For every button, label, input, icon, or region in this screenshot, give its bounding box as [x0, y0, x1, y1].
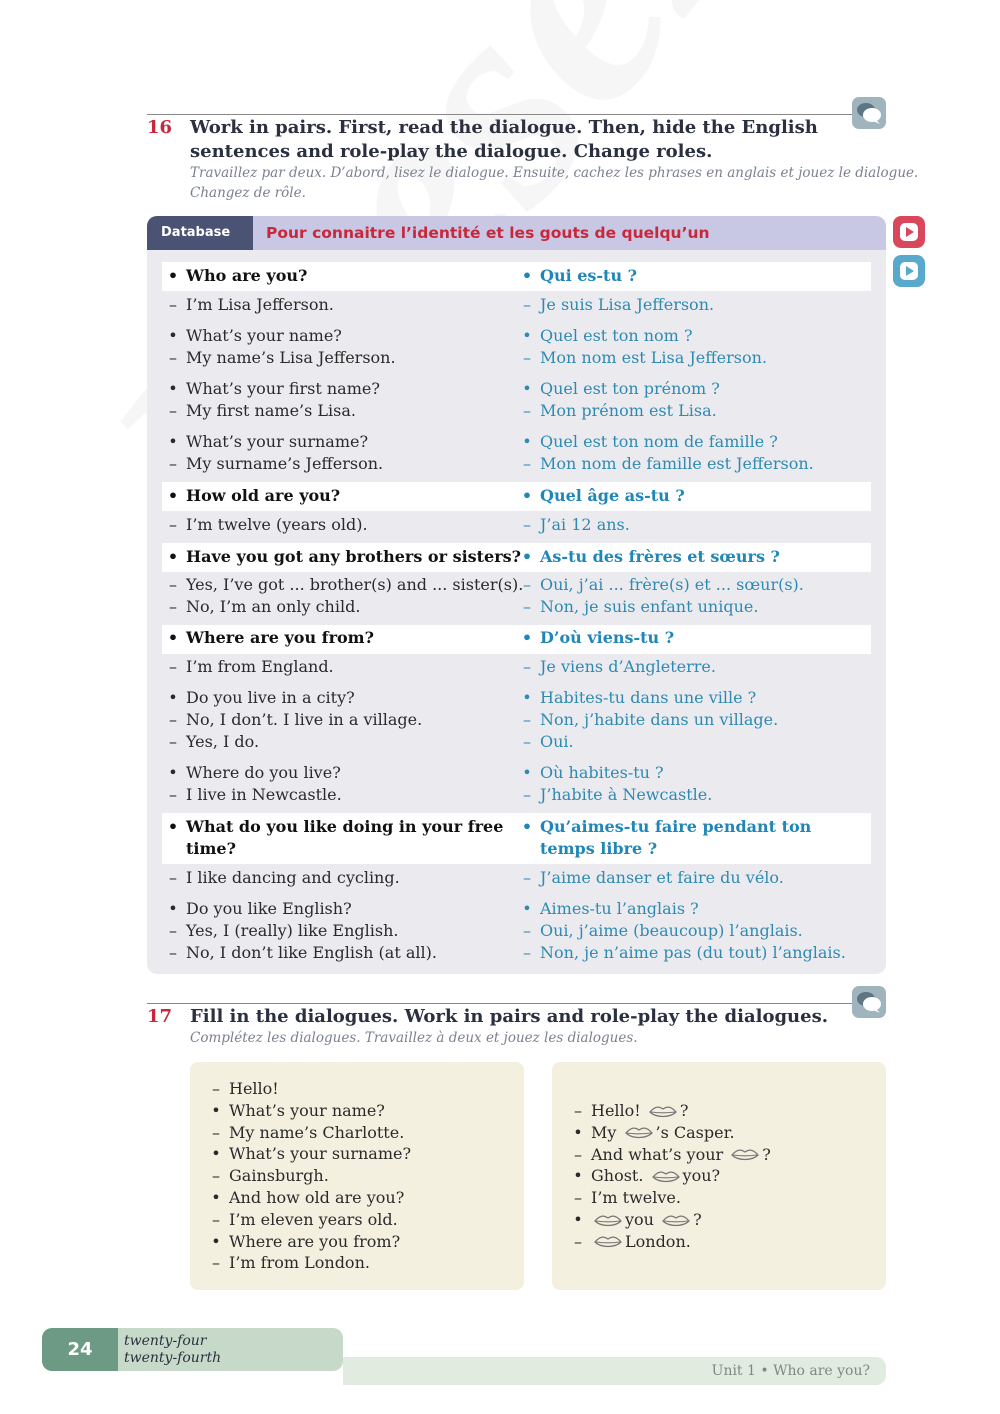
line-marker: • — [522, 688, 532, 707]
line-marker: – — [169, 921, 177, 940]
line-marker: • — [573, 1210, 583, 1229]
line-text: ? — [762, 1144, 771, 1164]
line-marker: – — [169, 597, 177, 616]
database-line-en — [167, 816, 504, 838]
dialogue-left-line — [211, 1187, 405, 1209]
line-marker: – — [523, 295, 531, 314]
dialogue-left-line — [212, 1165, 329, 1187]
database-line-fr — [522, 431, 778, 453]
database-line-en — [168, 687, 355, 709]
line-text: I’m from England. — [186, 657, 334, 676]
line-marker: • — [573, 1166, 583, 1186]
line-marker: – — [212, 1253, 220, 1273]
line-marker: • — [573, 1122, 583, 1142]
database-line-fr — [522, 378, 720, 400]
database-line-fr — [523, 656, 716, 678]
line-text: Ghost. — [591, 1166, 644, 1186]
line-text: What’s your surname? — [229, 1144, 412, 1164]
dialogue-right-line — [574, 1100, 689, 1122]
line-marker: – — [523, 732, 531, 751]
line-text: My first name’s Lisa. — [186, 401, 356, 420]
line-marker: • — [168, 763, 178, 782]
database-line-en — [169, 709, 423, 731]
database-line-en — [169, 453, 384, 475]
line-text: What do you like doing in your free — [186, 817, 504, 836]
line-marker: – — [212, 1166, 220, 1186]
exercise-17-number: 17 — [147, 1006, 173, 1027]
line-text: ’s Casper. — [655, 1122, 735, 1142]
lips-icon — [651, 1170, 681, 1184]
line-text: Yes, I do. — [186, 732, 260, 751]
line-text: D’où viens-tu ? — [540, 628, 675, 647]
line-marker: • — [211, 1188, 221, 1207]
exercise-16-title-line1: Work in pairs. First, read the dialogue. Then, hide the English — [190, 117, 818, 138]
line-text: No, I’m an only child. — [186, 597, 361, 616]
line-text: And what’s your — [591, 1144, 724, 1164]
dialogue-left-line — [211, 1100, 385, 1122]
exercise-17-rule — [147, 1003, 853, 1004]
line-marker: • — [521, 266, 533, 285]
line-marker: – — [523, 785, 531, 804]
line-marker: • — [522, 432, 532, 451]
page-number-cardinal: twenty-four — [124, 1333, 207, 1349]
line-text: London. — [625, 1231, 691, 1251]
line-marker: – — [574, 1231, 582, 1251]
line-text: Non, j’habite dans un village. — [540, 710, 779, 729]
line-text: Gainsburgh. — [229, 1166, 329, 1186]
database-line-en — [169, 514, 368, 536]
dialogue-right-line — [573, 1209, 702, 1231]
line-marker: • — [167, 266, 179, 285]
line-text: Aimes-tu l’anglais ? — [540, 899, 699, 918]
line-marker: • — [521, 486, 533, 505]
line-marker: – — [169, 710, 177, 729]
line-marker: – — [169, 401, 177, 420]
dialogue-right-line — [574, 1144, 771, 1166]
line-text: ? — [679, 1101, 689, 1120]
database-line-fr — [523, 574, 804, 596]
dialogue-left-line — [212, 1209, 398, 1231]
database-line-en — [168, 378, 380, 400]
line-marker: – — [169, 295, 177, 314]
line-text: Qu’aimes-tu faire pendant ton — [540, 817, 812, 836]
database-line-fr — [523, 347, 767, 369]
database-line-fr — [540, 838, 657, 860]
line-marker: • — [167, 628, 179, 647]
line-marker: • — [521, 628, 533, 647]
line-marker: – — [523, 921, 531, 940]
play-icon — [899, 222, 919, 242]
line-marker: – — [212, 1122, 220, 1142]
dialogue-right-line — [574, 1187, 681, 1209]
line-text: Quel âge as-tu ? — [540, 486, 685, 505]
line-marker: – — [169, 454, 177, 473]
line-text: Quel est ton nom ? — [540, 326, 693, 345]
dialogue-right-line — [573, 1165, 721, 1187]
lips-icon — [593, 1214, 623, 1228]
line-text: J’aime danser et faire du vélo. — [540, 868, 784, 887]
exercise-16-subtitle-line2: Changez de rôle. — [190, 185, 306, 201]
line-marker: – — [169, 732, 177, 751]
database-line-fr — [523, 709, 779, 731]
database-line-fr — [523, 400, 717, 422]
line-marker: • — [167, 547, 179, 566]
line-text: Yes, I’ve got ... brother(s) and ... sister(s). — [186, 575, 524, 594]
database-line-en — [186, 838, 236, 860]
database-line-fr — [522, 762, 664, 784]
line-text: My name’s Charlotte. — [229, 1122, 405, 1142]
database-line-en — [168, 898, 352, 920]
dialogue-right-line — [573, 1122, 735, 1144]
lips-icon — [593, 1235, 623, 1249]
database-line-en — [169, 867, 400, 889]
line-marker: – — [574, 1144, 582, 1164]
line-text: J’habite à Newcastle. — [540, 785, 713, 804]
line-marker: – — [523, 597, 531, 616]
line-marker: • — [168, 326, 178, 345]
page-number-ordinal: twenty-fourth — [124, 1350, 222, 1366]
database-line-fr — [523, 453, 814, 475]
line-marker: – — [523, 657, 531, 676]
line-text: And how old are you? — [229, 1188, 405, 1207]
line-text: Where are you from? — [229, 1231, 401, 1251]
line-marker: • — [522, 326, 532, 345]
lips-icon — [730, 1148, 760, 1162]
line-text: temps libre ? — [540, 839, 658, 858]
database-line-en — [167, 265, 308, 287]
dialogue-left-line — [211, 1143, 412, 1165]
line-text: I’m twelve. — [591, 1188, 681, 1208]
database-line-fr — [521, 627, 675, 649]
line-text: Je viens d’Angleterre. — [540, 657, 716, 676]
line-marker: • — [521, 547, 533, 566]
exercise-16-title-line2: sentences and role-play the dialogue. Change roles. — [190, 141, 713, 162]
line-marker: • — [167, 486, 179, 505]
line-text: Oui, j’ai ... frère(s) et ... sœur(s). — [540, 575, 804, 594]
line-text: Do you live in a city? — [186, 688, 355, 707]
database-line-fr — [521, 485, 685, 507]
line-marker: • — [168, 432, 178, 451]
database-line-en — [169, 942, 437, 964]
line-marker: – — [212, 1209, 220, 1229]
line-text: What’s your surname? — [186, 432, 369, 451]
speech-bubbles-icon — [852, 986, 886, 1018]
database-line-fr — [522, 687, 757, 709]
lips-icon — [624, 1126, 654, 1140]
database-title: Pour connaitre l’identité et les gouts de quelqu’un — [266, 224, 710, 242]
line-marker: – — [523, 454, 531, 473]
database-line-fr — [522, 898, 699, 920]
line-text: Je suis Lisa Jefferson. — [540, 295, 715, 314]
database-line-fr — [523, 294, 715, 316]
database-line-en — [169, 294, 334, 316]
line-text: Quel est ton prénom ? — [540, 379, 720, 398]
line-text: you — [625, 1210, 654, 1229]
line-marker: – — [523, 710, 531, 729]
dialogue-left-line — [212, 1122, 405, 1144]
line-text: Where do you live? — [186, 763, 341, 782]
play-icon — [899, 261, 919, 281]
line-marker: • — [211, 1144, 221, 1164]
dialogue-left-line — [211, 1231, 401, 1253]
line-text: No, I don’t like English (at all). — [186, 943, 437, 962]
database-line-fr — [521, 546, 780, 568]
database-line-en — [169, 347, 396, 369]
database-line-en — [169, 596, 361, 618]
line-marker: – — [169, 348, 177, 367]
database-line-fr — [523, 784, 713, 806]
database-line-en — [169, 784, 342, 806]
line-text: As-tu des frères et sœurs ? — [540, 547, 780, 566]
line-text: No, I don’t. I live in a village. — [186, 710, 423, 729]
line-marker: – — [169, 943, 177, 962]
line-marker: – — [523, 575, 531, 594]
line-marker: – — [169, 657, 177, 676]
line-text: I live in Newcastle. — [186, 785, 342, 804]
video-play-button[interactable] — [893, 255, 925, 287]
database-line-en — [167, 546, 522, 568]
line-marker: – — [574, 1101, 582, 1120]
line-marker: • — [168, 379, 178, 398]
line-marker: • — [167, 817, 179, 836]
line-text: My surname’s Jefferson. — [186, 454, 384, 473]
line-text: Hello! — [229, 1079, 279, 1098]
line-text: What’s your name? — [229, 1100, 385, 1120]
line-text: Have you got any brothers or sisters? — [186, 547, 522, 566]
line-text: Yes, I (really) like English. — [186, 921, 399, 940]
line-marker: • — [521, 817, 533, 836]
line-text: you? — [682, 1166, 721, 1186]
database-line-en — [169, 731, 260, 753]
speech-bubbles-icon — [852, 97, 886, 129]
database-line-en — [169, 920, 399, 942]
line-text: time? — [186, 839, 236, 858]
database-line-fr — [521, 816, 812, 838]
line-text: Mon nom est Lisa Jefferson. — [540, 348, 767, 367]
database-line-fr — [523, 514, 630, 536]
line-marker: • — [168, 899, 178, 918]
exercise-16-subtitle-line1: Travaillez par deux. D’abord, lisez le dialogue. Ensuite, cachez les phrases en anglais et jouez le dialogue. — [190, 165, 919, 181]
line-text: My name’s Lisa Jefferson. — [186, 348, 396, 367]
line-text: Qui es-tu ? — [540, 266, 638, 285]
line-text: Habites-tu dans une ville ? — [540, 688, 757, 707]
database-tag: Database — [147, 216, 253, 250]
page-number: 24 — [42, 1328, 118, 1371]
line-marker: – — [523, 943, 531, 962]
line-text: I’m eleven years old. — [229, 1209, 398, 1229]
dialogue-left-line — [212, 1078, 279, 1100]
database-line-en — [168, 431, 369, 453]
line-marker: • — [211, 1231, 221, 1251]
line-text: I like dancing and cycling. — [186, 868, 400, 887]
database-line-en — [167, 485, 341, 507]
database-line-en — [169, 574, 524, 596]
exercise-16-rule — [147, 114, 853, 115]
database-line-en — [169, 400, 356, 422]
database-line-en — [168, 325, 342, 347]
line-text: My — [591, 1122, 617, 1142]
line-text: Who are you? — [186, 266, 308, 285]
line-text: Mon nom de famille est Jefferson. — [540, 454, 814, 473]
line-marker: • — [522, 379, 532, 398]
line-text: Non, je n’aime pas (du tout) l’anglais. — [540, 943, 846, 962]
database-line-fr — [523, 942, 846, 964]
database-line-fr — [523, 731, 574, 753]
database-line-fr — [523, 920, 803, 942]
line-text: Mon prénom est Lisa. — [540, 401, 717, 420]
database-line-fr — [523, 596, 759, 618]
line-text: Non, je suis enfant unique. — [540, 597, 759, 616]
line-text: Where are you from? — [186, 628, 374, 647]
line-text: I’m from London. — [229, 1253, 370, 1273]
line-marker: – — [212, 1079, 220, 1098]
unit-label: Unit 1 • Who are you? — [711, 1363, 870, 1379]
line-text: I’m twelve (years old). — [186, 515, 368, 534]
exercise-16-number: 16 — [147, 117, 173, 138]
lips-icon — [648, 1105, 678, 1119]
line-marker: • — [168, 688, 178, 707]
database-line-fr — [521, 265, 638, 287]
dialogue-left-line — [212, 1252, 370, 1274]
line-text: What’s your name? — [186, 326, 342, 345]
line-text: What’s your first name? — [186, 379, 380, 398]
line-text: How old are you? — [186, 486, 341, 505]
line-marker: – — [523, 348, 531, 367]
line-text: J’ai 12 ans. — [540, 515, 630, 534]
line-marker: – — [523, 515, 531, 534]
database-line-en — [169, 656, 334, 678]
line-marker: – — [574, 1188, 582, 1208]
line-marker: – — [169, 868, 177, 887]
line-text: Do you like English? — [186, 899, 352, 918]
exercise-17-subtitle: Complétez les dialogues. Travaillez à deux et jouez les dialogues. — [190, 1030, 638, 1046]
exercise-17-title: Fill in the dialogues. Work in pairs and role-play the dialogues. — [190, 1006, 828, 1027]
line-marker: – — [169, 575, 177, 594]
database-line-fr — [522, 325, 693, 347]
line-marker: – — [523, 868, 531, 887]
line-text: I’m Lisa Jefferson. — [186, 295, 334, 314]
line-marker: • — [522, 899, 532, 918]
line-text: Oui, j’aime (beaucoup) l’anglais. — [540, 921, 803, 940]
line-text: Oui. — [540, 732, 574, 751]
line-marker: – — [523, 401, 531, 420]
line-text: ? — [693, 1210, 702, 1229]
line-text: Quel est ton nom de famille ? — [540, 432, 778, 451]
line-text: Hello! — [591, 1101, 641, 1120]
line-marker: – — [169, 515, 177, 534]
database-line-en — [167, 627, 374, 649]
line-text: Où habites-tu ? — [540, 763, 664, 782]
audio-play-button[interactable] — [893, 216, 925, 248]
database-line-fr — [523, 867, 784, 889]
lips-icon — [661, 1214, 691, 1228]
line-marker: • — [522, 763, 532, 782]
line-marker: – — [169, 785, 177, 804]
dialogue-right-line — [574, 1231, 691, 1253]
database-line-en — [168, 762, 341, 784]
line-marker: • — [211, 1100, 221, 1120]
